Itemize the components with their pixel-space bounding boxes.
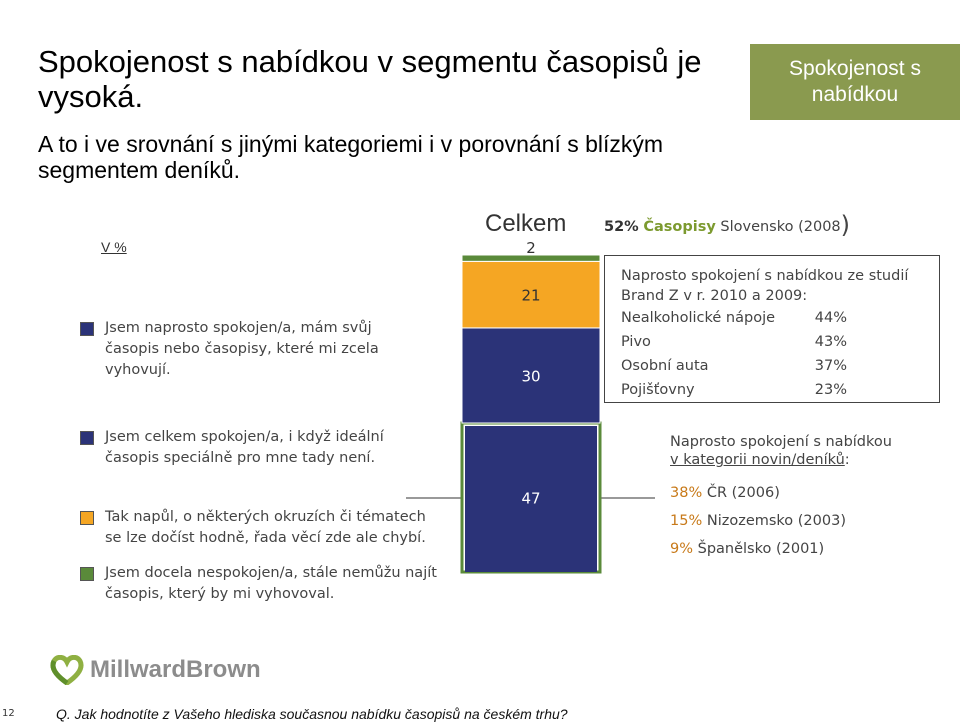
page-subtitle: A to i ve srovnání s jinými kategoriemi i v porovnání s blízkým segmentem deníků. [38, 131, 664, 183]
legend-label-1: Jsem naprosto spokojen/a, mám svůj časopis nebo časopisy, které mi zcela vyhovují. [105, 320, 379, 378]
newspapers-comparison-title [670, 433, 892, 469]
newspapers-comparison-head1: Naprosto spokojení s nabídkou [670, 434, 892, 450]
data-label-4: 2 [526, 239, 536, 257]
newspapers-comparison-head2: v kategorii novin/deníků [670, 452, 845, 468]
magazines-slovakia-paren: ) [840, 211, 851, 239]
newspapers-row-label: Nizozemsko (2003) [706, 513, 846, 529]
newspapers-comparison-colon: : [844, 452, 850, 468]
legend-label-3: Tak napůl, o některých okruzích či tématech se lze dočíst hodně, řada věcí zde ale chybí. [105, 509, 426, 546]
page-number: 12 [2, 708, 15, 719]
reference-row [621, 330, 927, 354]
millward-brown-logo [50, 655, 261, 685]
reference-row [621, 354, 927, 378]
reference-row-label: Pivo [621, 334, 651, 350]
unit-label: V % [101, 239, 127, 255]
x-category-label: Celkem [485, 210, 567, 237]
reference-row-value: 37% [814, 358, 847, 374]
magazines-slovakia-note [604, 211, 850, 239]
newspapers-row-pct: 9% [670, 541, 694, 557]
reference-row-label: Pojišťovny [621, 382, 695, 398]
reference-row [621, 306, 927, 330]
legend-label-2: Jsem celkem spokojen/a, i když ideální časopis speciálně pro mne tady není. [105, 429, 384, 466]
reference-row-label: Nealkoholické nápoje [621, 310, 776, 326]
data-label-3: 21 [521, 286, 541, 305]
newspapers-row [670, 479, 892, 507]
reference-row-value: 44% [814, 310, 847, 326]
newspapers-row-pct: 38% [670, 485, 703, 501]
magazines-slovakia-pct: 52% [604, 219, 639, 235]
reference-row-value: 43% [814, 334, 847, 350]
section-badge: Spokojenost s nabídkou [750, 44, 960, 120]
magazines-slovakia-rest: Slovensko (2008 [720, 219, 841, 235]
reference-row-label: Osobní auta [621, 358, 709, 374]
newspapers-row [670, 507, 892, 535]
reference-row [621, 378, 927, 402]
data-label-2: 30 [521, 367, 541, 386]
heart-logo-icon [50, 655, 84, 685]
newspapers-row-label: ČR (2006) [706, 485, 780, 501]
newspapers-row [670, 535, 892, 563]
newspapers-row-label: Španělsko (2001) [697, 541, 825, 557]
brandz-reference-box [604, 255, 940, 403]
newspapers-row-pct: 15% [670, 513, 703, 529]
logo-text: MillwardBrown [90, 656, 261, 683]
page-title: Spokojenost s nabídkou v segmentu časopisů je vysoká. [38, 44, 702, 114]
data-label-1: 47 [521, 489, 541, 508]
reference-row-value: 23% [814, 382, 847, 398]
newspapers-comparison [670, 433, 892, 563]
question-text: Q. Jak hodnotíte z Vašeho hlediska současnou nabídku časopisů na českém trhu? [56, 706, 568, 722]
magazines-slovakia-label: Časopisy [643, 219, 716, 235]
legend-label-4: Jsem docela nespokojen/a, stále nemůžu najít časopis, který by mi vyhovoval. [105, 565, 437, 602]
brandz-reference-title: Naprosto spokojení s nabídkou ze studií Brand Z v r. 2010 a 2009: [621, 268, 909, 304]
